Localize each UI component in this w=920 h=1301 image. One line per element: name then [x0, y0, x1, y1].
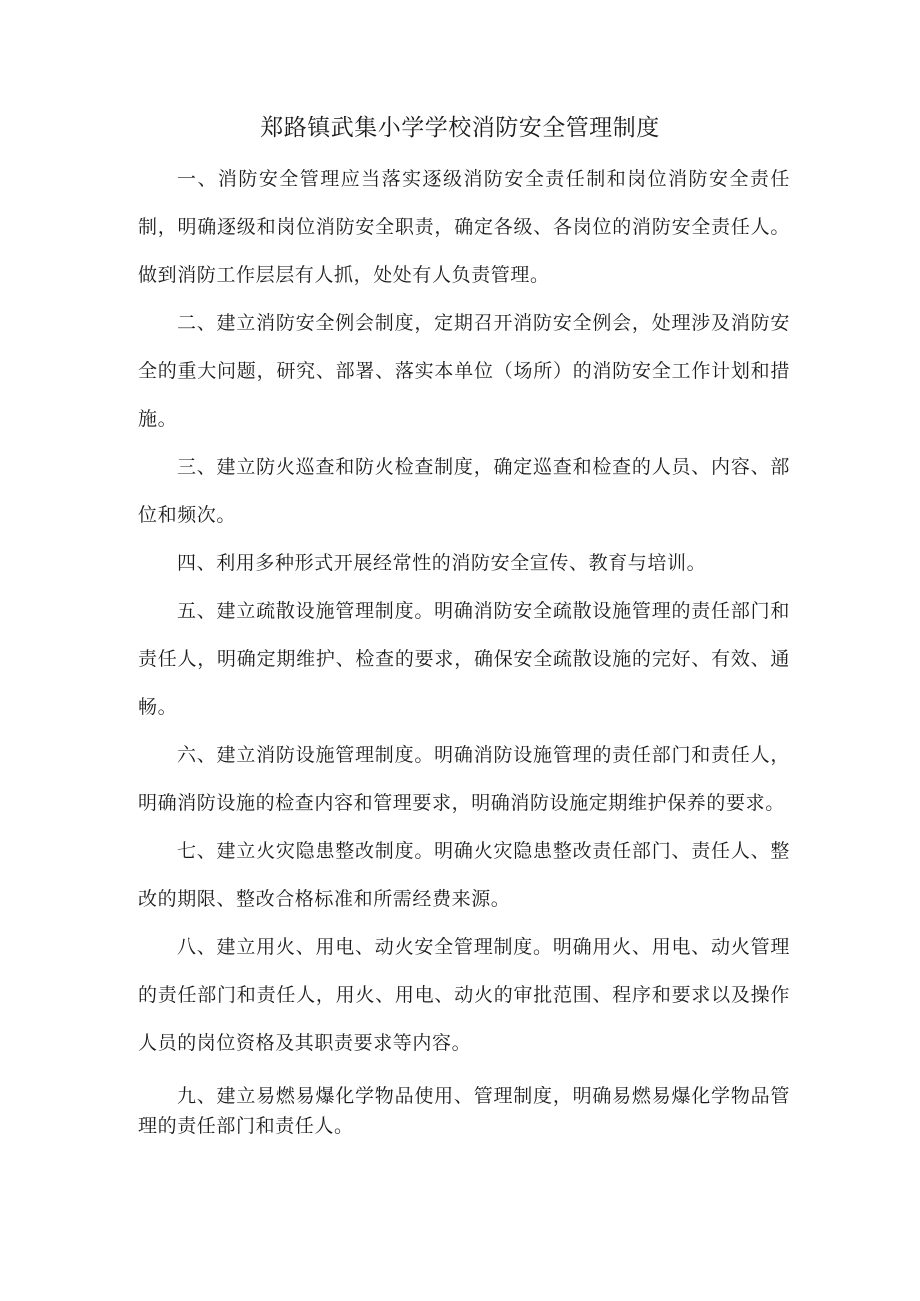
paragraph-8: 八、建立用火、用电、动火安全管理制度。明确用火、用电、动火管理的责任部门和责任人，用火、用电、动火的审批范围、程序和要求以及操作人员的岗位资格及其职责要求等内容。: [138, 936, 790, 1054]
paragraph-1: 一、消防安全管理应当落实逐级消防安全责任制和岗位消防安全责任制，明确逐级和岗位消防安全职责，确定各级、各岗位的消防安全责任人。做到消防工作层层有人抓，处处有人负责管理。: [138, 168, 790, 286]
paragraph-3: 三、建立防火巡查和防火检查制度，确定巡查和检查的人员、内容、部位和频次。: [138, 456, 790, 526]
paragraph-5: 五、建立疏散设施管理制度。明确消防安全疏散设施管理的责任部门和责任人，明确定期维护、检查的要求，确保安全疏散设施的完好、有效、通畅。: [138, 600, 790, 718]
paragraph-7: 七、建立火灾隐患整改制度。明确火灾隐患整改责任部门、责任人、整改的期限、整改合格标准和所需经费来源。: [138, 840, 790, 910]
paragraph-6: 六、建立消防设施管理制度。明确消防设施管理的责任部门和责任人，明确消防设施的检查内容和管理要求，明确消防设施定期维护保养的要求。: [138, 744, 790, 814]
paragraph-4: 四、利用多种形式开展经常性的消防安全宣传、教育与培训。: [177, 552, 707, 574]
document-title: 郑路镇武集小学学校消防安全管理制度: [260, 115, 660, 141]
paragraph-2: 二、建立消防安全例会制度，定期召开消防安全例会，处理涉及消防安全的重大问题，研究、部署、落实本单位（场所）的消防安全工作计划和措施。: [138, 312, 790, 430]
paragraph-9: 九、建立易燃易爆化学物品使用、管理制度，明确易燃易爆化学物品管理的责任部门和责任人。: [138, 1085, 790, 1137]
